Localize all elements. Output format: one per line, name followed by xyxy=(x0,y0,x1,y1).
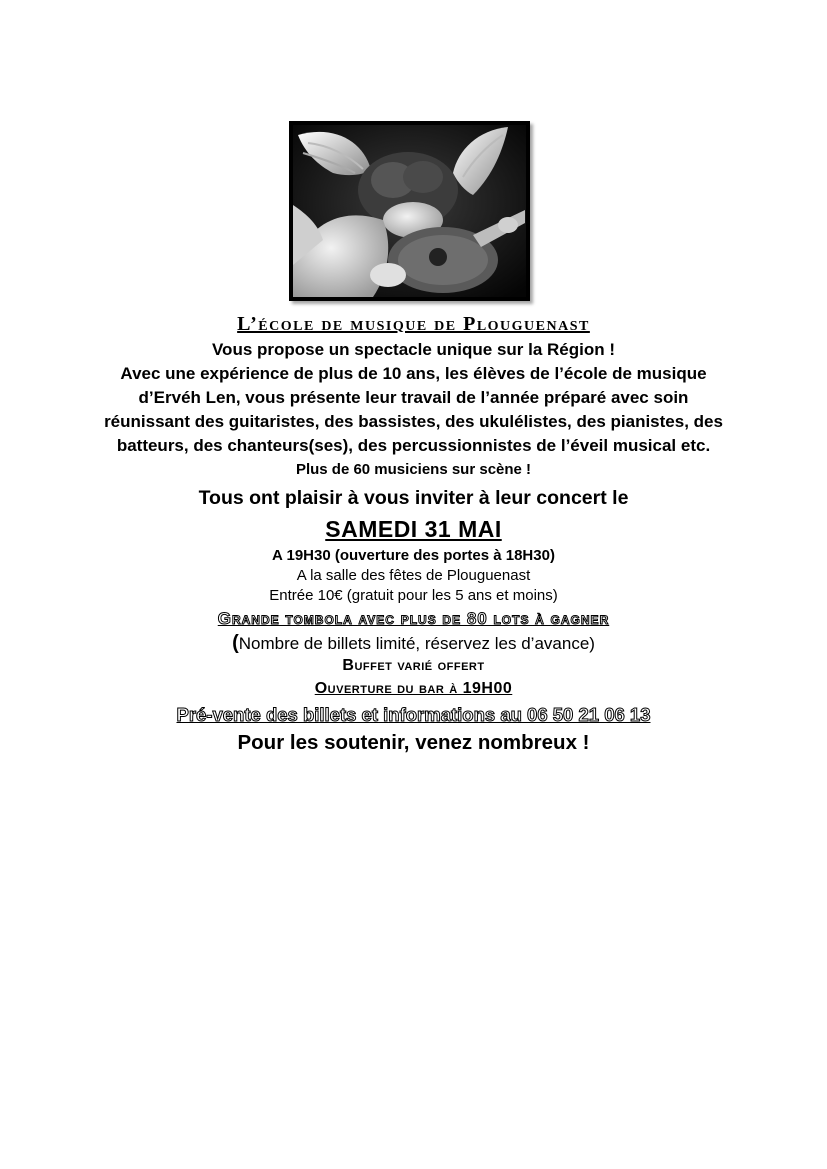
tickets-note-paren: ( xyxy=(232,632,239,654)
event-time: A 19H30 (ouverture des portes à 18H30) xyxy=(272,547,555,564)
angel-photo xyxy=(289,121,530,301)
event-date: SAMEDI 31 MAI xyxy=(325,516,502,542)
entry-price: Entrée 10€ (gratuit pour les 5 ans et moins) xyxy=(269,587,558,604)
angel-lute-icon xyxy=(293,125,526,297)
flyer-content xyxy=(0,310,827,757)
description-block xyxy=(0,362,827,482)
bar-opening: Ouverture du bar à 19H00 xyxy=(314,680,513,697)
description-line: réunissant des guitaristes, des bassistes, des ukulélistes, des pianistes, des xyxy=(104,412,723,431)
closing-text: Pour les soutenir, venez nombreux ! xyxy=(237,731,590,754)
tombola-heading: Grande tombola avec plus de 80 lots à gagner xyxy=(217,609,610,628)
event-venue: A la salle des fêtes de Plouguenast xyxy=(296,567,531,584)
buffet-text: Buffet varié offert xyxy=(342,657,485,674)
tickets-note-text: Nombre de billets limité, réservez les d’avance) xyxy=(238,634,595,653)
description-line: d’Ervéh Len, vous présente leur travail de l’année préparé avec soin xyxy=(138,388,689,407)
invite-text: Tous ont plaisir à vous inviter à leur concert le xyxy=(198,487,629,509)
tickets-note xyxy=(0,632,827,655)
description-line: Plus de 60 musiciens sur scène ! xyxy=(295,461,532,478)
intro-text: Vous propose un spectacle unique sur la Région ! xyxy=(211,340,616,359)
presale-info: Pré-vente des billets et informations au 06 50 21 06 13 xyxy=(176,704,651,725)
page-title: L’école de musique de Plouguenast xyxy=(237,313,590,335)
description-line: Avec une expérience de plus de 10 ans, les élèves de l’école de musique xyxy=(120,364,707,383)
description-line: batteurs, des chanteurs(ses), des percussionnistes de l’éveil musical etc. xyxy=(116,436,711,455)
